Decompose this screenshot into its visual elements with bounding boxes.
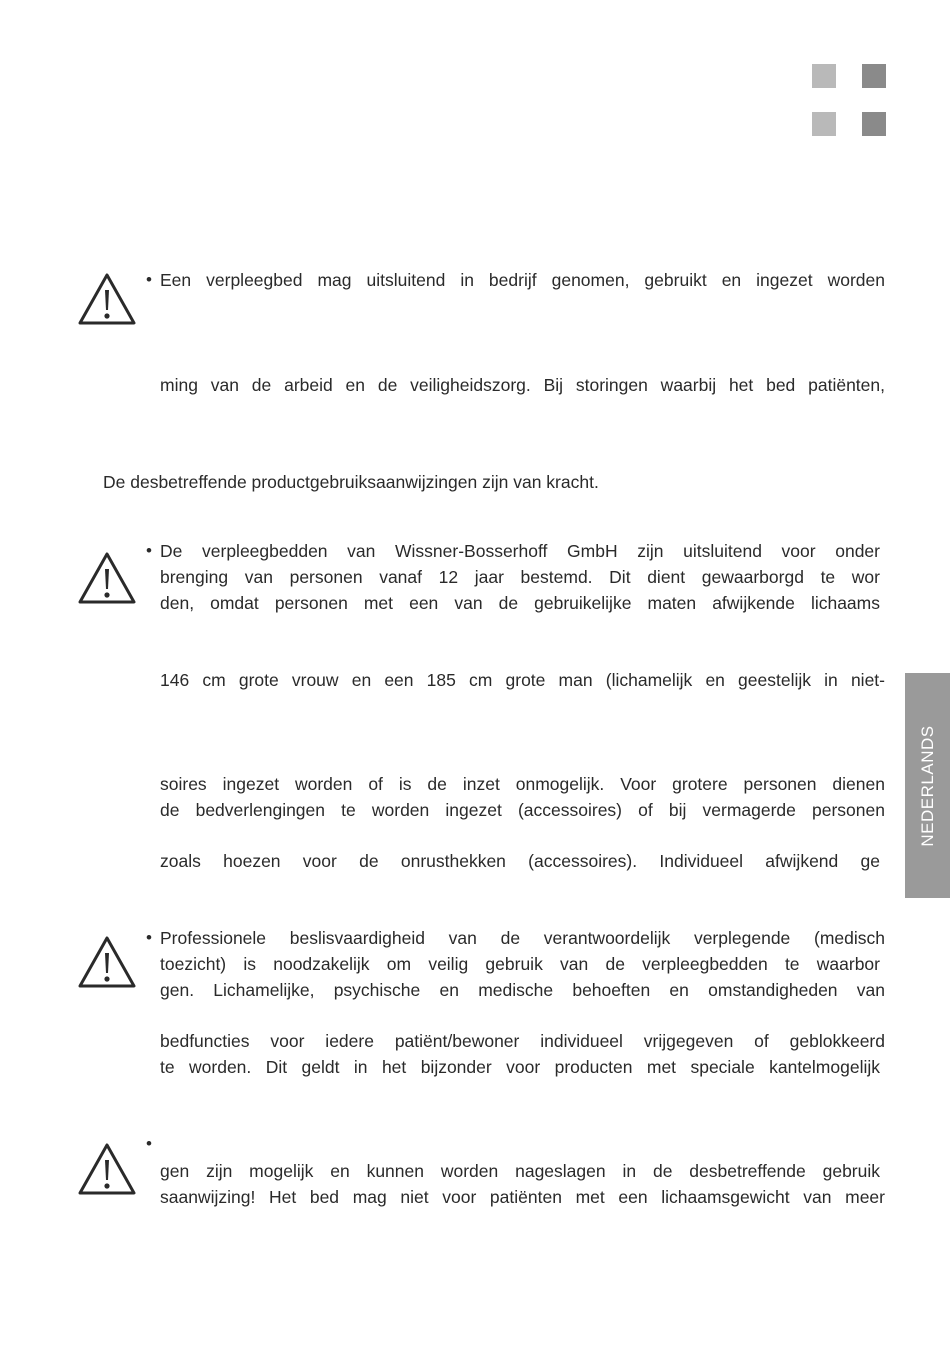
warning-triangle-icon — [77, 551, 137, 605]
bullet: • — [146, 928, 152, 947]
paragraph-line: toezicht) is noodzakelijk om veilig gebruik van de verpleegbedden te waarbor — [160, 954, 880, 974]
paragraph-line: de bedverlengingen te worden ingezet (accessoires) of bij vermagerde personen — [160, 800, 885, 820]
paragraph-line: soires ingezet worden of is de inzet onmogelijk. Voor grotere personen dienen — [160, 774, 885, 794]
paragraph-line: Een verpleegbed mag uitsluitend in bedrijf genomen, gebruikt en ingezet worden — [160, 270, 885, 290]
decoration-square — [812, 64, 836, 88]
decoration-square — [862, 64, 886, 88]
paragraph-line: bedfuncties voor iedere patiënt/bewoner individueel vrijgegeven of geblokkeerd — [160, 1031, 885, 1051]
bullet: • — [146, 541, 152, 560]
decoration-square — [812, 112, 836, 136]
paragraph-line: zoals hoezen voor de onrusthekken (accessoires). Individueel afwijkend ge — [160, 851, 880, 871]
paragraph-line: brenging van personen vanaf 12 jaar bestemd. Dit dient gewaarborgd te wor — [160, 567, 880, 587]
standalone-paragraph: De desbetreffende productgebruiksaanwijzingen zijn van kracht. — [103, 472, 599, 492]
paragraph-line: saanwijzing! Het bed mag niet voor patiënten met een lichaamsgewicht van meer — [160, 1187, 885, 1207]
bullet: • — [146, 1134, 152, 1153]
language-tab — [905, 673, 950, 898]
paragraph-line: 146 cm grote vrouw en een 185 cm grote man (lichamelijk en geestelijk in niet- — [160, 670, 885, 690]
language-tab-label: NEDERLANDS — [917, 724, 937, 847]
paragraph-line: Professionele beslisvaardigheid van de verantwoordelijk verplegende (medisch — [160, 928, 885, 948]
paragraph-line: den, omdat personen met een van de gebruikelijke maten afwijkende lichaams — [160, 593, 880, 613]
paragraph-line: te worden. Dit geldt in het bijzonder voor producten met speciale kantelmogelijk — [160, 1057, 880, 1077]
paragraph-line: gen. Lichamelijke, psychische en medische behoeften en omstandigheden van — [160, 980, 885, 1000]
decoration-square — [862, 112, 886, 136]
bullet: • — [146, 270, 152, 289]
paragraph-line: gen zijn mogelijk en kunnen worden nageslagen in de desbetreffende gebruik — [160, 1161, 880, 1181]
paragraph-line: De verpleegbedden van Wissner-Bosserhoff GmbH zijn uitsluitend voor onder — [160, 541, 880, 561]
corner-squares-decoration — [812, 64, 888, 138]
warning-triangle-icon — [77, 1142, 137, 1196]
warning-triangle-icon — [77, 935, 137, 989]
warning-triangle-icon — [77, 272, 137, 326]
paragraph-line: ming van de arbeid en de veiligheidszorg. Bij storingen waarbij het bed patiënten, — [160, 375, 885, 395]
